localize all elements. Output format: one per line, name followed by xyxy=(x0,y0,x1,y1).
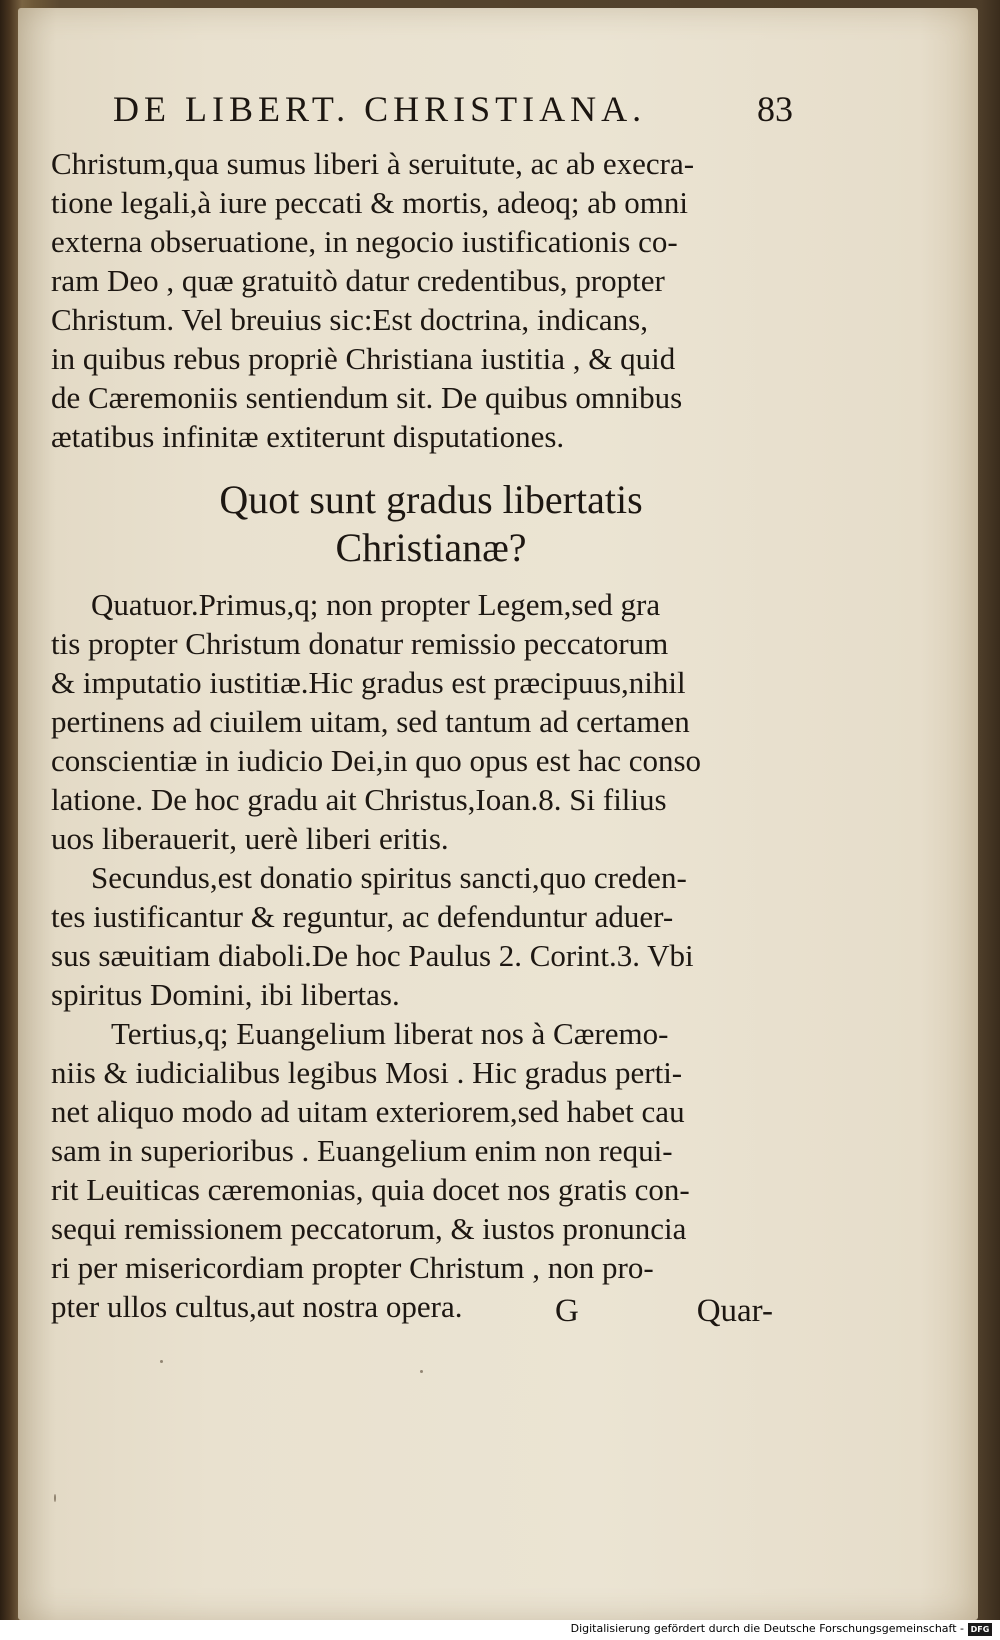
heading-line: Christianæ? xyxy=(335,525,527,570)
text-line: sequi remissionem peccatorum, & iustos pronuncia xyxy=(51,1211,687,1246)
funding-credit: Digitalisierung gefördert durch die Deutsche Forschungsgemeinschaft - xyxy=(570,1622,964,1635)
text-line: tis propter Christum donatur remissio peccatorum xyxy=(51,626,669,661)
paragraph-3 xyxy=(51,858,811,1014)
text-line: ri per misericordiam propter Christum , non pro- xyxy=(51,1250,654,1285)
text-line: sus sæuitiam diaboli.De hoc Paulus 2. Corint.3. Vbi xyxy=(51,938,694,973)
text-line: in quibus rebus propriè Christiana iustitia , & quid xyxy=(51,341,676,376)
text-line: externa obseruatione, in negocio iustificationis co- xyxy=(51,224,678,259)
text-line: net aliquo modo ad uitam exteriorem,sed habet cau xyxy=(51,1094,685,1129)
book-page xyxy=(18,8,978,1620)
text-line: conscientiæ in iudicio Dei,in quo opus est hac conso xyxy=(51,743,702,778)
text-line: de Cæremoniis sentiendum sit. De quibus omnibus xyxy=(51,380,683,415)
text-line: Secundus,est donatio spiritus sancti,quo creden- xyxy=(91,860,687,895)
text-line: Tertius,q; Euangelium liberat nos à Cæremo- xyxy=(111,1016,669,1051)
signature-mark: G xyxy=(555,1293,579,1329)
text-line: rit Leuiticas cæremonias, quia docet nos gratis con- xyxy=(51,1172,690,1207)
page-number: 83 xyxy=(757,89,793,129)
running-head-title: DE LIBERT. CHRISTIANA. xyxy=(113,89,647,129)
text-line: Christum. Vel breuius sic:Est doctrina, indicans, xyxy=(51,302,648,337)
text-line: latione. De hoc gradu ait Christus,Ioan.8. Si filius xyxy=(51,782,667,817)
paragraph-1 xyxy=(51,144,811,456)
paper-speck xyxy=(420,1370,423,1373)
text-line: Christum,qua sumus liberi à seruitute, ac ab execra- xyxy=(51,146,695,181)
heading-line: Quot sunt gradus libertatis xyxy=(219,477,643,522)
text-line: ætatibus infinitæ extiterunt disputationes. xyxy=(51,419,565,454)
text-line: ram Deo , quæ gratuitò datur credentibus, propter xyxy=(51,263,665,298)
text-line: sam in superioribus . Euangelium enim non requi- xyxy=(51,1133,673,1168)
text-line: niis & iudicialibus legibus Mosi . Hic gradus perti- xyxy=(51,1055,683,1090)
text-line: Quatuor.Primus,q; non propter Legem,sed gra xyxy=(91,587,661,622)
catchword: Quar- xyxy=(696,1293,773,1329)
text-line: pter ullos cultus,aut nostra opera. xyxy=(51,1289,463,1324)
paper-speck xyxy=(54,1494,56,1502)
text-line: tes iustificantur & reguntur, ac defenduntur aduer- xyxy=(51,899,674,934)
section-heading xyxy=(51,476,811,572)
text-line: tione legali,à iure peccati & mortis, adeoq; ab omni xyxy=(51,185,689,220)
text-line: uos liberauerit, uerè liberi eritis. xyxy=(51,821,449,856)
paper-speck xyxy=(160,1360,163,1363)
paragraph-4 xyxy=(51,1014,811,1326)
running-head xyxy=(113,88,793,136)
page-foot xyxy=(18,1293,978,1337)
text-line: & imputatio iustitiæ.Hic gradus est præcipuus,nihil xyxy=(51,665,686,700)
text-line: pertinens ad ciuilem uitam, sed tantum ad certamen xyxy=(51,704,690,739)
dfg-logo: DFG xyxy=(968,1623,992,1636)
paragraph-2 xyxy=(51,585,811,858)
footer-bar xyxy=(0,1620,1000,1640)
text-line: spiritus Domini, ibi libertas. xyxy=(51,977,400,1012)
